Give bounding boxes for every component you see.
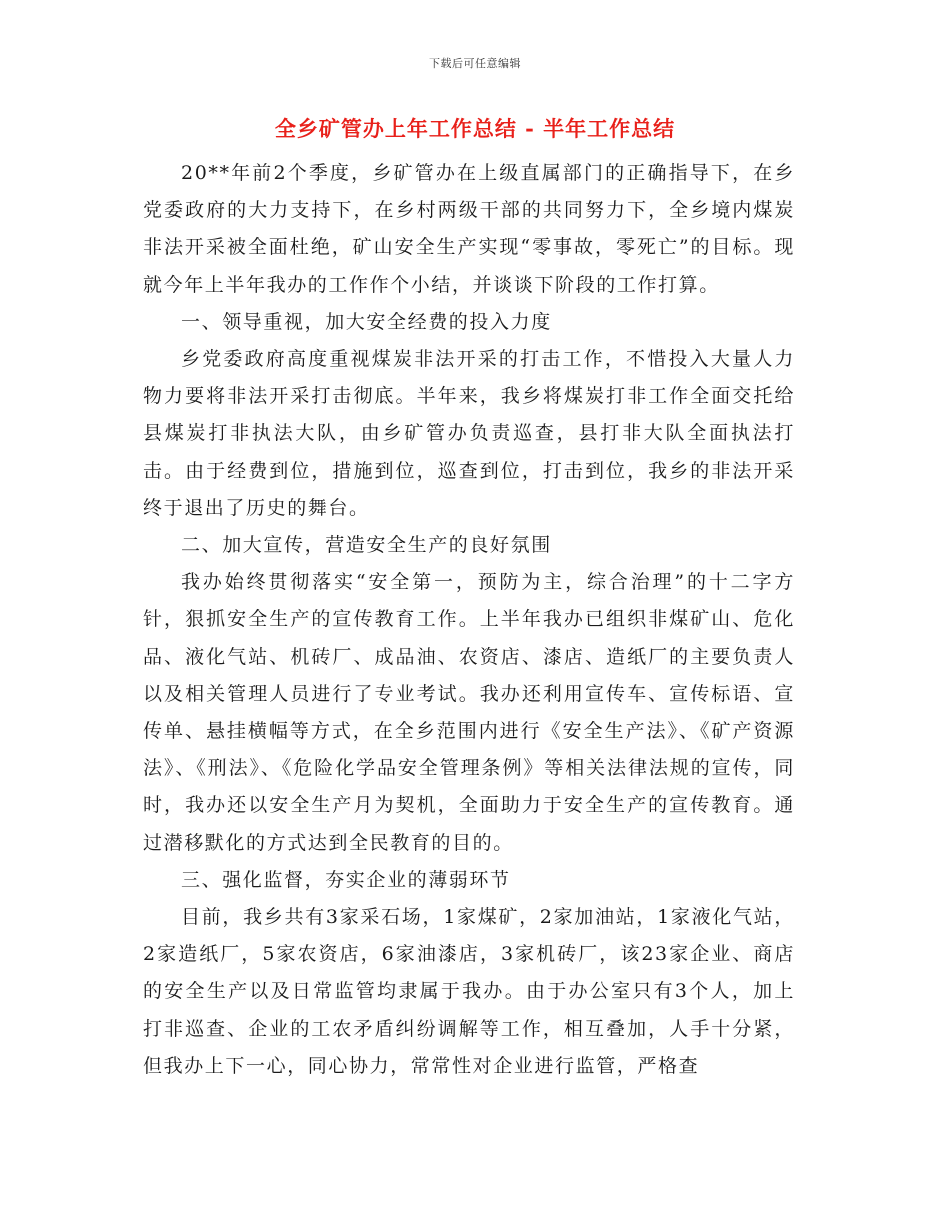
document-body xyxy=(143,155,795,1085)
section-heading-1: 一、领导重视，加大安全经费的投入力度 xyxy=(181,310,552,333)
header-note: 下载后可任意编辑 xyxy=(429,57,521,70)
section-heading-3: 三、强化监督，夯实企业的薄弱环节 xyxy=(181,868,511,891)
paragraph-intro: 20**年前2个季度，乡矿管办在上级直属部门的正确指导下，在乡党委政府的大力支持下，在乡村两级干部的共同努力下，全乡境内煤炭非法开采被全面杜绝，矿山安全生产实现“零事故，零死亡”的目标。现就今年上半年我办的工作作个小结，并谈谈下阶段的工作打算。 xyxy=(143,162,795,296)
document-title: 全乡矿管办上年工作总结 - 半年工作总结 xyxy=(274,116,676,141)
paragraph-section-2: 我办始终贯彻落实“安全第一，预防为主，综合治理”的十二字方针，狠抓安全生产的宣传教育工作。上半年我办已组织非煤矿山、危化品、液化气站、机砖厂、成品油、农资店、漆店、造纸厂的主要负责人以及相关管理人员进行了专业考试。我办还利用宣传车、宣传标语、宣传单、悬挂横幅等方式，在全乡范围内进行《安全生产法》、《矿产资源法》、《刑法》、《危险化学品安全管理条例》等相关法律法规的宣传，同时，我办还以安全生产月为契机，全面助力于安全生产的宣传教育。通过潜移默化的方式达到全民教育的目的。 xyxy=(143,571,795,854)
section-heading-2: 二、加大宣传，营造安全生产的良好氛围 xyxy=(181,534,552,557)
paragraph-section-3: 目前，我乡共有3家采石场，1家煤矿，2家加油站，1家液化气站，2家造纸厂，5家农资店，6家油漆店，3家机砖厂，该23家企业、商店的安全生产以及日常监管均隶属于我办。由于办公室只有3个人，加上打非巡查、企业的工农矛盾纠纷调解等工作，相互叠加，人手十分紧，但我办上下一心，同心协力，常常性对企业进行监管，严格查 xyxy=(143,906,795,1077)
paragraph-section-1: 乡党委政府高度重视煤炭非法开采的打击工作，不惜投入大量人力物力要将非法开采打击彻底。半年来，我乡将煤炭打非工作全面交托给县煤炭打非执法大队，由乡矿管办负责巡查，县打非大队全面执法打击。由于经费到位，措施到位，巡查到位，打击到位，我乡的非法开采终于退出了历史的舞台。 xyxy=(143,348,795,519)
